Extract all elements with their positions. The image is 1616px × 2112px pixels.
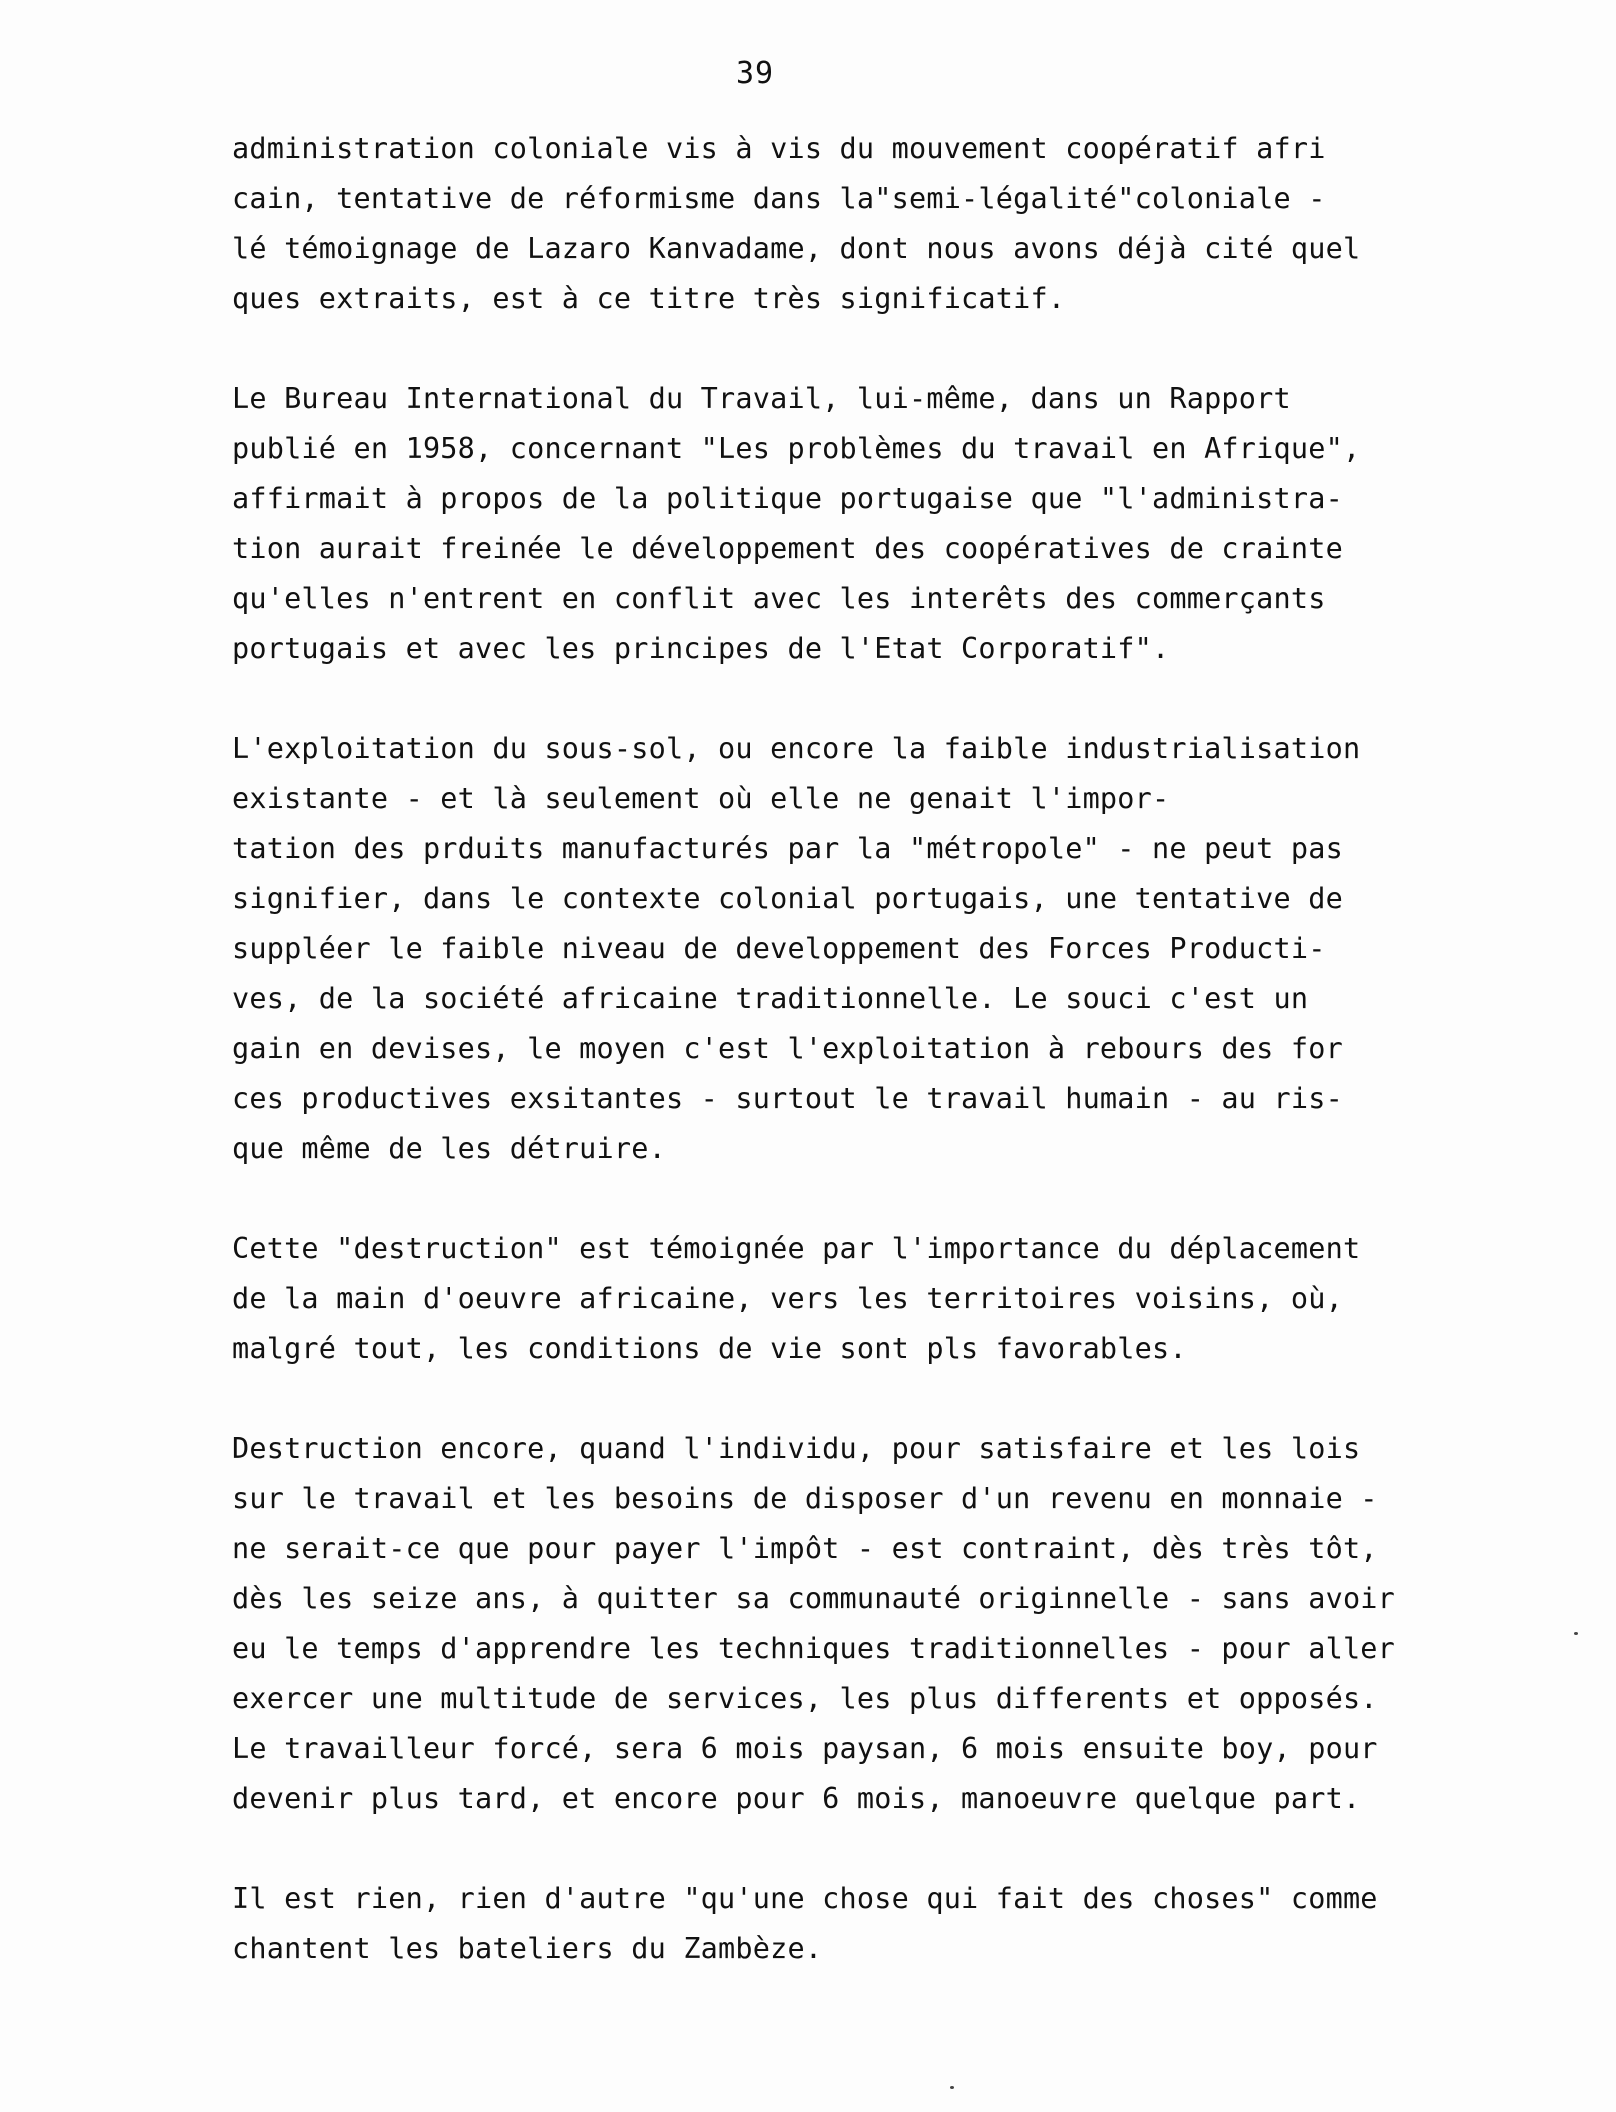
scan-speck — [1574, 1632, 1578, 1635]
text-line: devenir plus tard, et encore pour 6 mois, manoeuvre quelque part. — [232, 1782, 1361, 1815]
paragraph-cooperative — [232, 124, 1602, 324]
body-text — [232, 124, 1602, 2024]
paragraph-forced-labour — [232, 1424, 1602, 1824]
text-line: de la main d'oeuvre africaine, vers les territoires voisins, où, — [232, 1282, 1343, 1315]
text-line: Il est rien, rien d'autre "qu'une chose qui fait des choses" comme — [232, 1882, 1378, 1915]
text-line: suppléer le faible niveau de developpement des Forces Producti- — [232, 932, 1326, 965]
text-line: tation des prduits manufacturés par la "métropole" - ne peut pas — [232, 832, 1343, 865]
text-line: malgré tout, les conditions de vie sont pls favorables. — [232, 1332, 1187, 1365]
text-line: portugais et avec les principes de l'Etat Corporatif". — [232, 632, 1170, 665]
text-line: L'exploitation du sous-sol, ou encore la faible industrialisation — [232, 732, 1361, 765]
text-line: ces productives exsitantes - surtout le travail humain - au ris- — [232, 1082, 1343, 1115]
text-line: signifier, dans le contexte colonial portugais, une tentative de — [232, 882, 1343, 915]
text-line: gain en devises, le moyen c'est l'exploitation à rebours des for — [232, 1032, 1343, 1065]
text-line: sur le travail et les besoins de disposer d'un revenu en monnaie - — [232, 1482, 1378, 1515]
text-line: tion aurait freinée le développement des coopératives de crainte — [232, 532, 1343, 565]
text-line: Le travailleur forcé, sera 6 mois paysan, 6 mois ensuite boy, pour — [232, 1732, 1378, 1765]
text-line: eu le temps d'apprendre les techniques traditionnelles - pour aller — [232, 1632, 1396, 1665]
text-line: que même de les détruire. — [232, 1132, 666, 1165]
text-line: cain, tentative de réformisme dans la"semi-légalité"coloniale - — [232, 182, 1326, 215]
text-line: lé témoignage de Lazaro Kanvadame, dont nous avons déjà cité quel — [232, 232, 1361, 265]
text-line: ne serait-ce que pour payer l'impôt - est contraint, dès très tôt, — [232, 1532, 1378, 1565]
text-line: administration coloniale vis à vis du mouvement coopératif afri — [232, 132, 1326, 165]
text-line: ques extraits, est à ce titre très significatif. — [232, 282, 1066, 315]
page-number: 39 — [736, 56, 775, 91]
text-line: existante - et là seulement où elle ne genait l'impor- — [232, 782, 1170, 815]
text-line: affirmait à propos de la politique portugaise que "l'administra- — [232, 482, 1343, 515]
paragraph-exploitation — [232, 724, 1602, 1174]
text-line: chantent les bateliers du Zambèze. — [232, 1932, 823, 1965]
text-line: dès les seize ans, à quitter sa communauté originnelle - sans avoir — [232, 1582, 1396, 1615]
text-line: exercer une multitude de services, les plus differents et opposés. — [232, 1682, 1378, 1715]
text-line: ves, de la société africaine traditionnelle. Le souci c'est un — [232, 982, 1309, 1015]
paragraph-zambeze — [232, 1874, 1602, 1974]
text-line: Le Bureau International du Travail, lui-même, dans un Rapport — [232, 382, 1291, 415]
scan-speck — [950, 2086, 954, 2089]
text-line: publié en 1958, concernant "Les problèmes du travail en Afrique", — [232, 432, 1361, 465]
text-line: qu'elles n'entrent en conflit avec les interêts des commerçants — [232, 582, 1326, 615]
text-line: Destruction encore, quand l'individu, pour satisfaire et les lois — [232, 1432, 1361, 1465]
text-line: Cette "destruction" est témoignée par l'importance du déplacement — [232, 1232, 1361, 1265]
paragraph-bit-report — [232, 374, 1602, 674]
paragraph-destruction — [232, 1224, 1602, 1374]
